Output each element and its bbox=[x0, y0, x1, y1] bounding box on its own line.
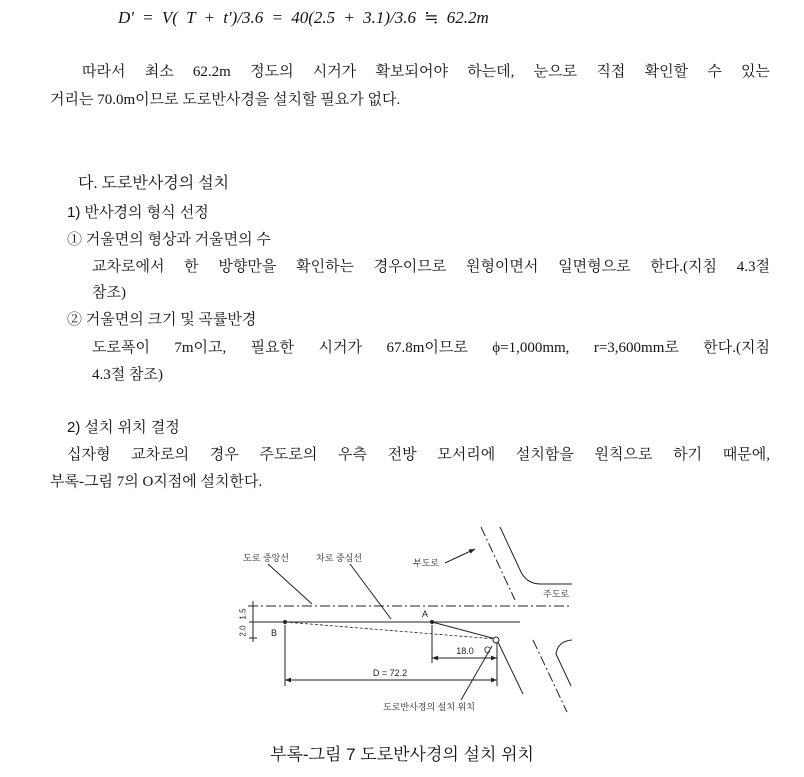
sight-distance-formula: D' = V( T + t')/3.6 = 40(2.5 + 3.1)/3.6 ≒ 62.2m bbox=[118, 8, 489, 27]
item-2-line-2: 4.3절 참조) bbox=[92, 367, 163, 383]
sight-line-a-to-c bbox=[432, 622, 496, 639]
point-a-marker bbox=[430, 620, 434, 624]
conclusion-line-2: 거리는 70.0m이므로 도로반사경을 설치할 필요가 없다. bbox=[50, 92, 401, 108]
leader-lane-center-line bbox=[350, 564, 391, 619]
label-point-b: B bbox=[271, 628, 278, 638]
conclusion-line-1: 따라서 최소 62.2m 정도의 시거가 확보되어야 하는데, 눈으로 직접 확인할 수 있는 bbox=[82, 64, 770, 80]
leader-road-center-line bbox=[268, 564, 312, 604]
mirror-position-marker bbox=[493, 637, 499, 643]
item-1-line-2: 참조) bbox=[92, 285, 126, 301]
label-offset-mirror: 2.0 bbox=[238, 625, 248, 637]
minor-road-center-line-upper bbox=[481, 527, 515, 600]
label-point-c: C bbox=[484, 645, 491, 655]
mirror-installation-diagram bbox=[228, 520, 578, 720]
point-b-marker bbox=[283, 620, 287, 624]
minor-road-edge-lower-right bbox=[556, 640, 572, 686]
minor-road-edge-upper-right bbox=[500, 527, 572, 584]
figure-caption: 부록-그림 7 도로반사경의 설치 위치 bbox=[270, 745, 534, 764]
label-road-center-line: 도로 중앙선 bbox=[243, 553, 289, 563]
item-2-title: ② 거울면의 크기 및 곡률반경 bbox=[67, 312, 257, 328]
subsection-2-heading: 2) 설치 위치 결정 bbox=[67, 419, 180, 436]
minor-road-edge-lower-left bbox=[497, 640, 523, 694]
label-minor-road: 부도로 bbox=[413, 558, 440, 568]
subsection-2-line-2: 부록-그림 7의 O지점에 설치한다. bbox=[50, 474, 263, 490]
label-distance-b-to-c: D = 72.2 bbox=[372, 668, 408, 678]
label-distance-a-to-c: 18.0 bbox=[456, 646, 474, 656]
minor-road-center-line-lower bbox=[533, 640, 567, 712]
subsection-2-line-1: 십자형 교차로의 경우 주도로의 우측 전방 모서리에 설치함을 원칙으로 하기 때문에, bbox=[67, 447, 770, 463]
label-major-road: 주도로 bbox=[543, 589, 570, 599]
label-mirror-location: 도로반사경의 설치 위치 bbox=[383, 702, 475, 712]
item-1-line-1: 교차로에서 한 방향만을 확인하는 경우이므로 원형이면서 일면형으로 한다.(지침 4.3절 bbox=[92, 259, 770, 275]
label-offset-lane: 1.5 bbox=[238, 608, 248, 620]
label-point-a: A bbox=[422, 609, 429, 619]
section-heading: 다. 도로반사경의 설치 bbox=[78, 175, 230, 192]
subsection-1-heading: 1) 반사경의 형식 선정 bbox=[67, 204, 209, 221]
label-lane-center-line: 차로 중심선 bbox=[316, 553, 362, 563]
arrow-minor-road bbox=[445, 549, 475, 563]
item-1-title: ① 거울면의 형상과 거울면의 수 bbox=[67, 232, 271, 248]
item-2-line-1: 도로폭이 7m이고, 필요한 시거가 67.8m이므로 ϕ=1,000mm, r=3,600mm로 한다.(지침 bbox=[92, 340, 770, 356]
